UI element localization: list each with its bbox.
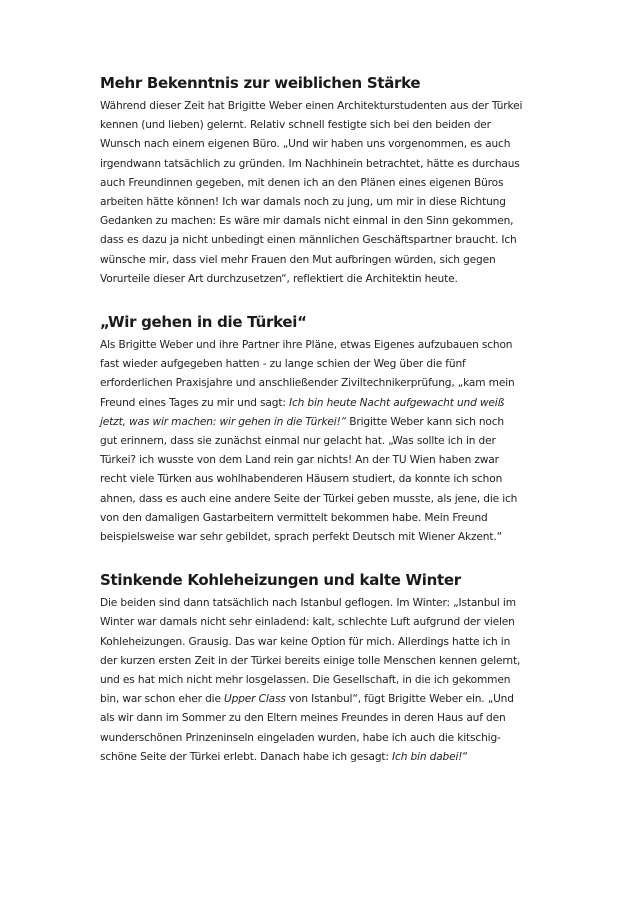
paragraph-italic: Ich bin dabei! (392, 750, 463, 763)
paragraph-text: Als Brigitte Weber und ihre Partner ihre Pläne, etwas Eigenes aufzubauen schon fast wieder aufgegeben hatten - zu lange schien der Weg über die fünf erforderlichen Praxisjahre und anschließender Ziviltechnikerprüfung, „kam mein Freund eines Tages zu mir und sagt: (100, 339, 515, 409)
paragraph-text: Brigitte Weber kann sich noch gut erinnern, dass sie zunächst einmal nur gelacht hat. „Was sollte ich in der Türkei? ich wusste von dem Land rein gar nichts! An der TU Wien haben zwar recht viele Türken aus wohlhabenderen Häusern studiert, da konnte ich schon ahnen, dass es auch eine andere Seite der Türkei geben musste, als jene, die ich von den damaligen Gastarbeitern vermittelt bekommen habe. Mein Freund beispielsweise war sehr gebildet, sprach perfekt Deutsch mit Wiener Akzent.“ (100, 415, 518, 544)
section-heading: Mehr Bekenntnis zur weiblichen Stärke (100, 74, 421, 92)
section-weibliche-staerke (100, 72, 524, 289)
section-tuerkei (100, 311, 524, 547)
section-paragraph (100, 336, 524, 547)
section-kohleheizungen (100, 569, 524, 767)
section-heading: Stinkende Kohleheizungen und kalte Winter (100, 571, 461, 590)
paragraph-text: Die beiden sind dann tatsächlich nach Istanbul geflogen. Im Winter: „Istanbul im Winter war damals nicht sehr einladend: kalt, schlechte Luft aufgrund der vielen Kohleheizungen. Grausig. Das war keine Option für mich. Allerdings hatte ich in der kurzen ersten Zeit in der Türkei bereits einige tolle Menschen kennen gelernt, und es hat mich nicht mehr losgelassen. Die Gesellschaft, in die ich gekommen bin, war schon eher die (100, 597, 521, 706)
paragraph-text: von Istanbul“, fügt Brigitte Weber ein. „Und als wir dann im Sommer zu den Eltern meines Freundes in deren Haus auf den wunderschönen Prinzeninseln eingeladen wurden, habe ich auch die kitschig-schöne Seite der Türkei erlebt. Danach habe ich gesagt: (100, 693, 514, 763)
section-paragraph: Während dieser Zeit hat Brigitte Weber einen Architekturstudenten aus der Türkei kennen (und lieben) gelernt. Relativ schnell festigte sich bei den beiden der Wunsch nach einem eigenen Büro. „Und wir haben uns vorgenommen, es auch irgendwann tatsächlich zu gründen. Im Nachhinein betrachtet, hätte es durchaus auch Freundinnen gegeben, mit denen ich an den Plänen eines eigenen Büros arbeiten hätte können! Ich war damals noch zu jung, um mir in diese Richtung Gedanken zu machen: Es wäre mir damals nicht einmal in den Sinn gekommen, dass es dazu ja nicht unbedingt einen männlichen Geschäftspartner braucht. Ich wünsche mir, dass viel mehr Frauen den Mut aufbringen würden, sich gegen Vorurteile dieser Art durchzusetzen“, reflektiert die Architektin heute. (100, 100, 523, 285)
paragraph-text: “ (462, 750, 468, 763)
article-page (100, 72, 524, 767)
paragraph-quote-italic: Ich bin heute Nacht aufgewacht und weiß jetzt, was wir machen: wir gehen in die Türkei!“ (100, 396, 505, 428)
section-paragraph (100, 594, 524, 767)
section-heading: „Wir gehen in die Türkei“ (100, 313, 307, 332)
paragraph-italic: Upper Class (224, 693, 286, 706)
